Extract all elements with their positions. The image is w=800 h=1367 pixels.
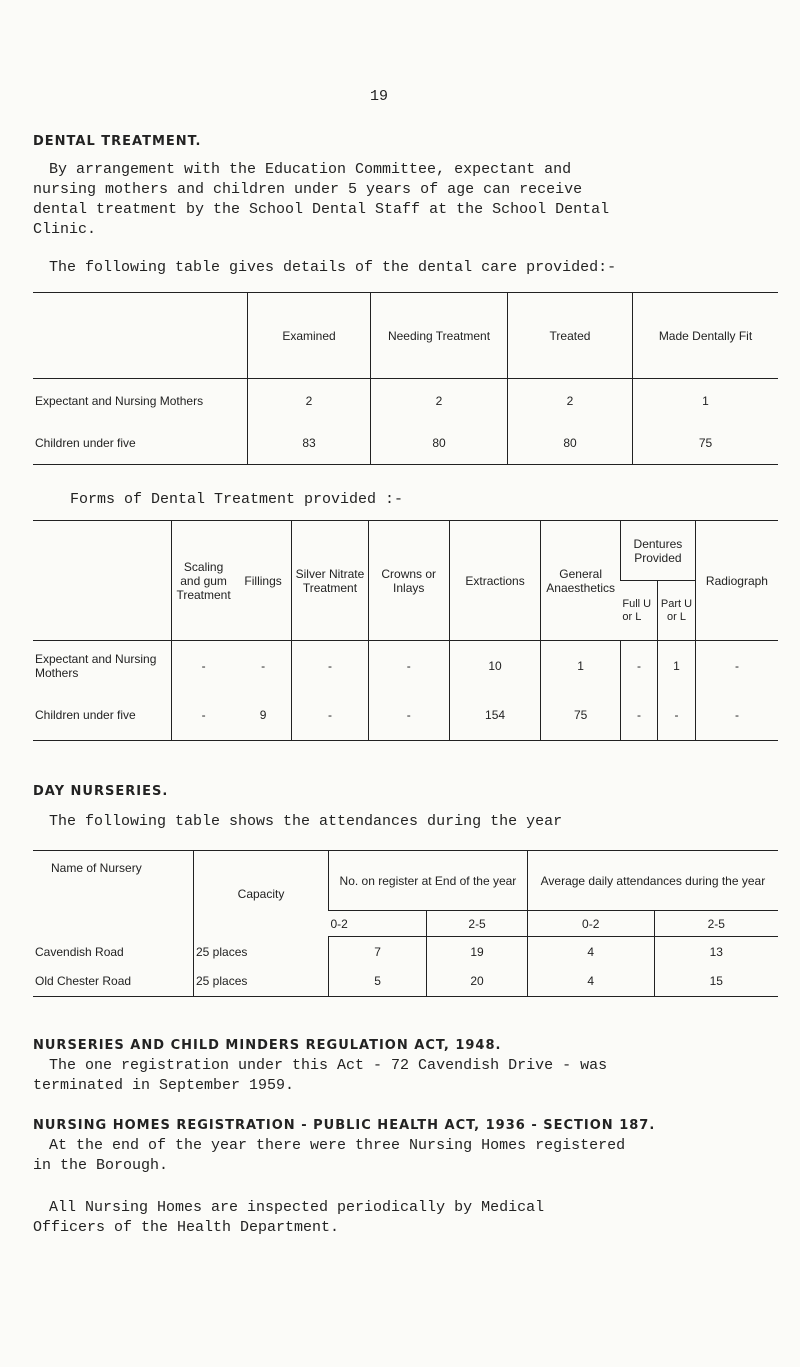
table-cell: - — [658, 691, 696, 741]
dental-table-intro: The following table gives details of the dental care provided:- — [49, 259, 617, 276]
childminders-paragraph — [33, 1056, 607, 1096]
sub-header: 0-2 — [329, 911, 427, 937]
nurseries-intro: The following table shows the attendances during the year — [49, 813, 563, 830]
row-label: Children under five — [35, 708, 136, 723]
sub-header: Part U or L — [658, 581, 696, 641]
table-cell: 1 — [633, 379, 779, 423]
table-cell: 80 — [508, 423, 633, 465]
sub-header: Full U or L — [620, 581, 657, 641]
nursing-homes-paragraph — [33, 1136, 625, 1176]
col-header: Needing Treatment — [371, 293, 508, 379]
col-header: Radiograph — [695, 521, 778, 641]
col-header: Fillings — [235, 521, 292, 641]
table-cell: 4 — [527, 967, 654, 997]
table-cell: 1 — [541, 641, 621, 691]
nursery-name: Old Chester Road — [35, 974, 132, 989]
col-header: Capacity — [194, 851, 329, 937]
table-cell: 80 — [371, 423, 508, 465]
col-header: Average daily attendances during the year — [527, 851, 778, 911]
text-line: At the end of the year there were three Nursing Homes registered — [49, 1137, 626, 1154]
table-cell: 15 — [654, 967, 778, 997]
nursery-capacity: 25 places — [194, 937, 329, 967]
table-cell: 4 — [527, 937, 654, 967]
text-line: Officers of the Health Department. — [33, 1219, 340, 1236]
table-cell: - — [620, 641, 657, 691]
col-header: Made Dentally Fit — [633, 293, 779, 379]
table-cell: 10 — [449, 641, 541, 691]
table-cell: 154 — [449, 691, 541, 741]
table-cell: 19 — [427, 937, 528, 967]
col-header: Silver Nitrate Treatment — [292, 521, 369, 641]
text-line: Clinic. — [33, 221, 97, 238]
table-cell: 20 — [427, 967, 528, 997]
sub-header: 0-2 — [527, 911, 654, 937]
table-cell: - — [368, 691, 449, 741]
table-cell: 2 — [371, 379, 508, 423]
row-label: Children under five — [35, 436, 136, 451]
row-label: Expectant and Nursing Mothers — [35, 393, 204, 408]
col-header: Scaling and gum Treatment — [172, 521, 235, 641]
col-header: No. on register at End of the year — [329, 851, 528, 911]
table-cell: 9 — [259, 708, 267, 723]
table-cell: 75 — [541, 691, 621, 741]
nurseries-heading: DAY NURSERIES. — [33, 784, 169, 799]
col-header: Name of Nursery — [51, 861, 142, 875]
dental-forms-table — [33, 520, 778, 741]
col-header: Dentures Provided — [620, 521, 695, 581]
col-header: Extractions — [449, 521, 541, 641]
forms-intro: Forms of Dental Treatment provided :- — [70, 491, 404, 508]
dental-heading: DENTAL TREATMENT. — [33, 134, 202, 149]
col-header: General Anaesthetics — [541, 521, 621, 641]
table-cell: - — [368, 641, 449, 691]
page-number: 19 — [370, 88, 389, 105]
nurseries-table — [33, 850, 778, 997]
table-cell: - — [292, 691, 369, 741]
col-header: Treated — [508, 293, 633, 379]
col-header: Examined — [248, 293, 371, 379]
table-cell: 83 — [248, 423, 371, 465]
table-cell: 2 — [248, 379, 371, 423]
nursing-homes-heading: NURSING HOMES REGISTRATION - PUBLIC HEALTH ACT, 1936 - SECTION 187. — [33, 1118, 656, 1133]
table-cell: 2 — [508, 379, 633, 423]
sub-header: 2-5 — [654, 911, 778, 937]
dental-care-table — [33, 292, 778, 465]
text-line: All Nursing Homes are inspected periodically by Medical — [49, 1199, 545, 1216]
col-header: Crowns or Inlays — [368, 521, 449, 641]
table-cell: 5 — [329, 967, 427, 997]
text-line: dental treatment by the School Dental Staff at the School Dental — [33, 201, 610, 218]
table-cell: - — [172, 691, 235, 741]
text-line: nursing mothers and children under 5 years of age can receive — [33, 181, 583, 198]
table-cell: - — [292, 641, 369, 691]
table-cell: 1 — [658, 641, 696, 691]
text-line: The one registration under this Act - 72 Cavendish Drive - was — [49, 1057, 608, 1074]
text-line: terminated in September 1959. — [33, 1077, 295, 1094]
nursing-homes-inspection — [33, 1198, 544, 1238]
table-cell: - — [261, 658, 266, 673]
table-cell: - — [695, 691, 778, 741]
table-cell: - — [172, 641, 235, 691]
nursery-capacity: 25 places — [194, 967, 329, 997]
table-cell: - — [695, 641, 778, 691]
sub-header: 2-5 — [427, 911, 528, 937]
text-line: in the Borough. — [33, 1157, 169, 1174]
table-cell: - — [620, 691, 657, 741]
nursery-name: Cavendish Road — [35, 944, 124, 959]
childminders-heading: NURSERIES AND CHILD MINDERS REGULATION ACT, 1948. — [33, 1038, 502, 1053]
table-cell: 13 — [654, 937, 778, 967]
table-cell: 75 — [633, 423, 779, 465]
dental-paragraph — [33, 160, 609, 240]
row-label: Expectant and Nursing Mothers — [35, 651, 157, 680]
text-line: By arrangement with the Education Committee, expectant and — [49, 161, 572, 178]
table-cell: 7 — [329, 937, 427, 967]
